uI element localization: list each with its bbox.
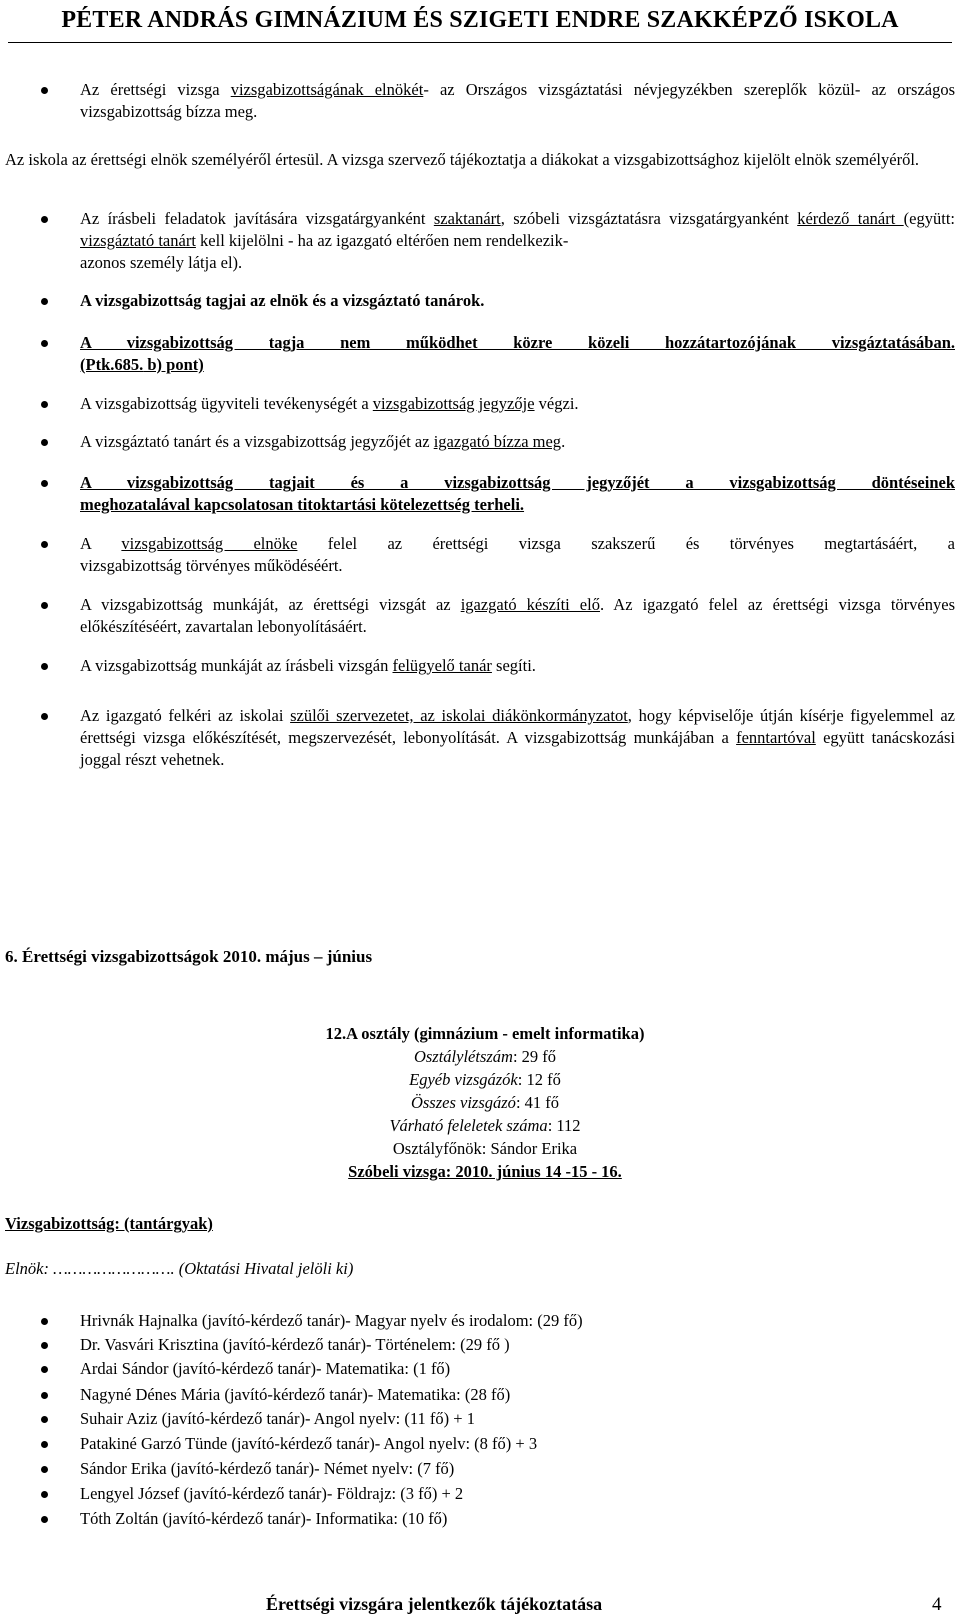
text: azonos személy látja el). [80,253,243,272]
text: . Az igazgató felel az érettségi vizsga törvényes előkészítéséért, zavartalan lebonyolításáért. [80,595,955,636]
member-text: Nagyné Dénes Mária (javító-kérdező tanár)- Matematika: (28 fő) [80,1385,511,1404]
text: vizsgabizottság törvényes működéséért. [80,556,343,575]
underlined-text: szülői szervezetet, az iskolai diákönkormányzatot [290,706,628,725]
member-item [80,1384,880,1406]
bullet-icon [41,1416,48,1423]
value: : 41 fő [515,1093,560,1112]
member-text: Tóth Zoltán (javító-kérdező tanár)- Informatika: (10 fő) [80,1509,448,1528]
bullet-item-appointment [80,431,955,453]
class-size-line [265,1046,705,1068]
bullet-item-chair-appointment [80,79,955,123]
text: A [80,534,122,553]
expected-answers-line [265,1115,705,1137]
label: Várható feleletek száma [389,1116,548,1135]
bullet-icon [41,1392,48,1399]
member-item [80,1358,880,1380]
bullet-item-parents [80,705,955,771]
underlined-text: (Ptk.685. [80,355,144,374]
paragraph-chair-notice: Az iskola az érettségi elnök személyéről értesül. A vizsga szervező tájékoztatja a diákokat a vizsgabizottsághoz kijelölt elnök személyéről. [5,150,920,169]
chair-line: Elnök: ……………………. (Oktatási Hivatal jelöli ki) [5,1259,354,1278]
text: Az igazgató felkéri az iskolai [80,706,291,725]
committee-label: Vizsgabizottság: (tantárgyak) [5,1214,213,1233]
member-text: Dr. Vasvári Krisztina (javító-kérdező tanár)- Történelem: (29 fő ) [80,1335,510,1354]
bullet-icon [41,541,48,548]
text: együtt tanácskozási joggal részt vehetnek. [80,728,956,769]
bullet-icon [41,216,48,223]
section-title: 6. Érettségi vizsgabizottságok 2010. május – június [5,947,373,966]
underlined-text: vizsgáztató tanárt [80,231,196,250]
footer-title: Érettségi vizsgára jelentkezők tájékoztatása [266,1594,603,1614]
member-item [80,1508,880,1530]
label: Összes vizsgázó [410,1093,516,1112]
text: kell kijelölni - ha az igazgató eltérően nem rendelkezik- [195,231,569,250]
text: Az érettségi vizsga [80,80,231,99]
member-text: Lengyel József (javító-kérdező tanár)- Földrajz: (3 fő) + 2 [80,1484,464,1503]
text: - az Országos vizsgáztatási névjegyzékben szereplők közül- az országos vizsgabizottság bízza meg. [80,80,956,121]
bullet-icon [41,1466,48,1473]
header-rule [8,42,952,43]
text: (együtt: [903,209,955,228]
underlined-text: b) pont) [143,355,204,374]
underlined-text: szaktanárt [433,209,501,228]
underlined-text: A vizsgabizottság tagjait és a vizsgabizottság jegyzőjét a vizsgabizottság döntéseinek [80,473,955,492]
underlined-text: A vizsgabizottság tagja nem működhet közre közeli hozzátartozójának vizsgáztatásában. [80,333,955,352]
bullet-icon [41,1318,48,1325]
text: segíti. [491,656,536,675]
value: : 12 fő [517,1070,561,1089]
text: . [561,432,566,451]
text: A vizsgabizottság ügyviteli tevékenységét a [80,394,373,413]
bullet-item-teachers [80,208,955,274]
text: , szóbeli vizsgáztatásra vizsgatárgyanként [500,209,798,228]
bullet-icon [41,340,48,347]
text: , hogy képviselője útján kísérje figyelemmel az érettségi vizsga előkészítését, megszervezését, lebonyolítását. A vizsgabizottság munkájában a [80,706,955,747]
underlined-text: igazgató bízza meg [433,432,562,451]
member-text: Hrivnák Hajnalka (javító-kérdező tanár)- Magyar nyelv és irodalom: (29 fő) [80,1311,583,1330]
text: Az írásbeli feladatok javítására vizsgatárgyanként [80,209,434,228]
text: felel az érettségi vizsga szakszerű és törvényes megtartásáért, a [297,534,955,553]
underlined-text: vizsgabizottság elnöke [121,534,298,553]
underlined-text: vizsgabizottság jegyzője [372,394,535,413]
bullet-icon [41,1441,48,1448]
text: végzi. [534,394,579,413]
underlined-text: vizsgabizottságának elnökét [230,80,424,99]
member-text: Ardai Sándor (javító-kérdező tanár)- Matematika: (1 fő) [80,1359,451,1378]
bullet-icon [41,713,48,720]
text: A vizsgáztató tanárt és a vizsgabizottság jegyzőjét az [80,432,434,451]
bullet-item-relatives [80,332,955,376]
bullet-item-secretary [80,393,955,415]
label: Osztálylétszám [413,1047,513,1066]
page-header: PÉTER ANDRÁS GIMNÁZIUM ÉS SZIGETI ENDRE SZAKKÉPZŐ ISKOLA [61,7,899,33]
value: : 29 fő [512,1047,557,1066]
bullet-icon [41,298,48,305]
member-item [80,1408,880,1430]
member-text: Suhair Aziz (javító-kérdező tanár)- Angol nyelv: (11 fő) + 1 [80,1409,475,1428]
total-students-line [265,1092,705,1114]
bullet-icon [41,1366,48,1373]
member-item [80,1334,880,1356]
underlined-text: kérdező tanárt [797,209,904,228]
member-item [80,1458,880,1480]
bullet-item-principal [80,594,955,638]
value: : 112 [547,1116,581,1135]
member-item [80,1310,880,1332]
bullet-icon [41,87,48,94]
member-item [80,1483,880,1505]
text: A vizsgabizottság munkáját, az érettségi vizsgát az [80,595,461,614]
bullet-item-chair-responsibility [80,533,955,577]
bullet-icon [41,480,48,487]
member-item [80,1433,880,1455]
label: Egyéb vizsgázók [409,1070,518,1089]
form-teacher-line: Osztályfőnök: Sándor Erika [392,1139,578,1158]
bullet-item-supervisor [80,655,955,677]
class-title: 12.A osztály (gimnázium - emelt informatika) [325,1024,645,1043]
text: A vizsgabizottság tagjai az elnök és a vizsgáztató tanárok. [80,291,485,310]
underlined-text: igazgató készíti elő [460,595,600,614]
page-number: 4 [932,1594,942,1615]
underlined-text: felügyelő tanár [392,656,492,675]
bullet-icon [41,1491,48,1498]
member-text: Sándor Erika (javító-kérdező tanár)- Német nyelv: (7 fő) [80,1459,455,1478]
bullet-icon [41,401,48,408]
text: A vizsgabizottság munkáját az írásbeli vizsgán [80,656,393,675]
bullet-item-members [80,290,955,312]
bullet-icon [41,1516,48,1523]
underlined-text: meghozatalával kapcsolatosan titoktartási kötelezettség terheli. [80,495,525,514]
bullet-icon [41,663,48,670]
bullet-item-confidentiality [80,472,955,516]
bullet-icon [41,439,48,446]
oral-exam-dates: Szóbeli vizsga: 2010. június 14 -15 - 16. [348,1162,622,1181]
underlined-text: fenntartóval [736,728,816,747]
member-text: Patakiné Garzó Tünde (javító-kérdező tanár)- Angol nyelv: (8 fő) + 3 [80,1434,538,1453]
bullet-icon [41,602,48,609]
bullet-icon [41,1342,48,1349]
other-students-line [265,1069,705,1091]
